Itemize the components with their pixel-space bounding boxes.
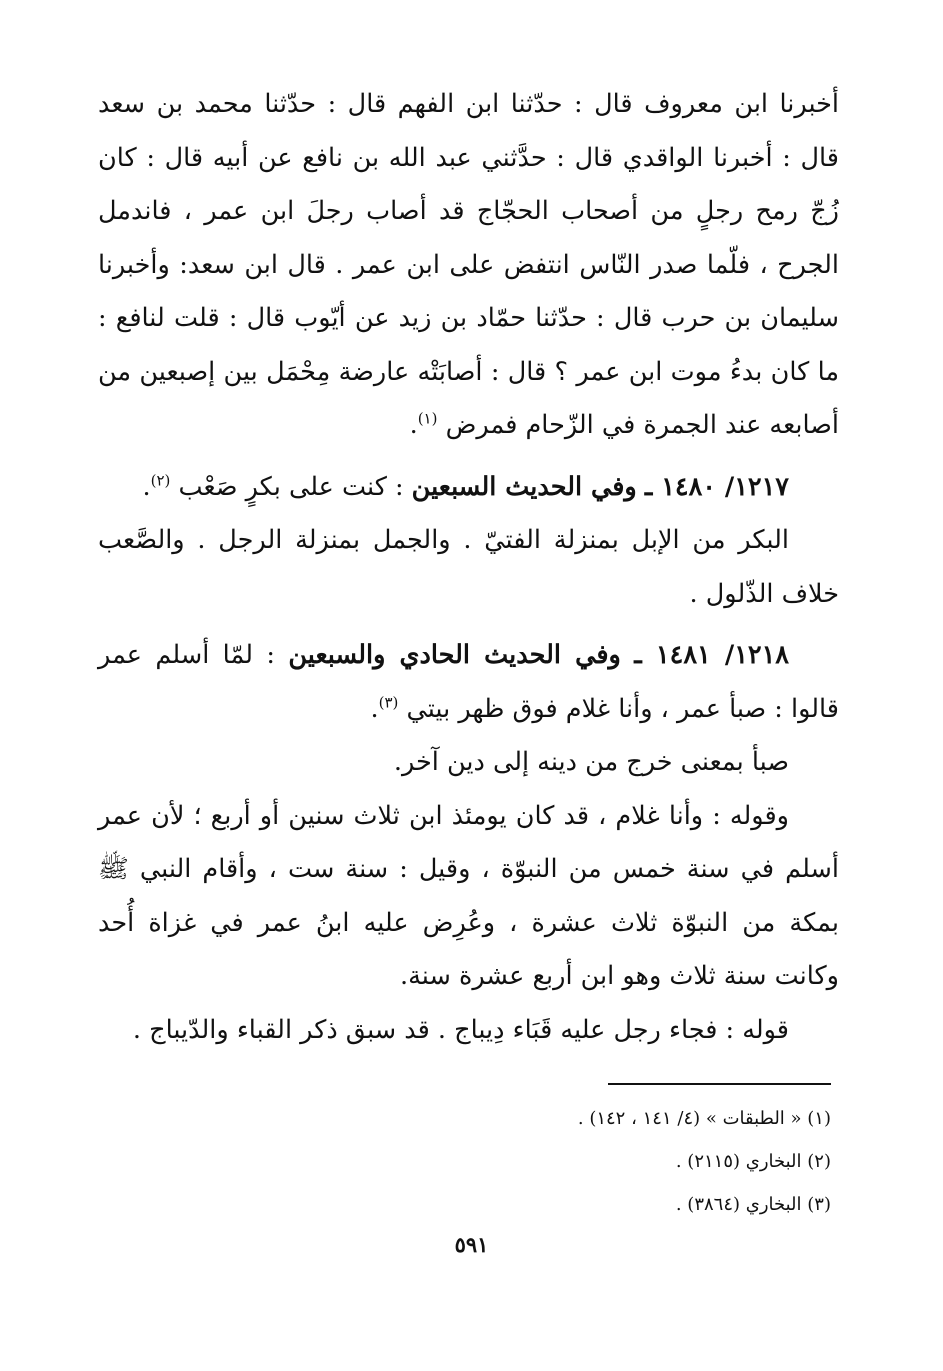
footnote-separator: [608, 1083, 831, 1085]
opening-text: أخبرنا ابن معروف قال : حدّثنا ابن الفهم قال : حدّثنا محمد بن سعد قال : أخبرنا الواقدي قال : حدَّثني عبد الله بن نافع عن أبيه قال : كان زُجّ رمح رجلٍ من أصحاب الحجّاج قد أصاب رجلَ ابن عمر ، فاندمل الجرح ، فلّما صدر النّاس انتفض على ابن عمر . قال ابن سعد: وأخبرنا سليمان بن حرب قال : حدّثنا حمّاد بن زيد عن أيّوب قال : قلت لنافع : ما كان بدءُ موت ابن عمر ؟ قال : أصابَتْه عارضة مِحْمَل بين إصبعين من أصابعه عند الجمرة في الزّحام فمرض: [98, 89, 839, 440]
entry-quote: : كنت على بكرٍ صَعْب: [178, 471, 404, 502]
entry-heading-line: [98, 629, 839, 736]
main-text: [98, 78, 839, 1057]
entry-quote-end: .: [142, 471, 151, 502]
entry-heading-line: [98, 461, 839, 515]
entry-number: ١٢١٨/ ١٤٨١ ـ: [634, 640, 789, 670]
entry-quote-end: .: [370, 693, 379, 724]
entry-heading: وفي الحديث الحادي والسبعين: [288, 640, 621, 670]
footnotes: [111, 1097, 831, 1226]
opening-end: .: [409, 410, 418, 440]
entry-1217: [98, 461, 839, 622]
entry-heading: وفي الحديث السبعين: [411, 471, 637, 502]
page-number: ٥٩١: [454, 1232, 489, 1257]
entry-number: ١٢١٧/ ١٤٨٠ ـ: [644, 471, 789, 502]
footnote-ref-3: (٣): [378, 693, 399, 711]
commentary-paragraph: البكر من الإبل بمنزلة الفتيّ . والجمل بمنزلة الرجل . والصَّعب خلاف الذّلول .: [98, 525, 839, 609]
commentary-paragraph: وقوله : وأنا غلام ، قد كان يومئذ ابن ثلاث سنين أو أربع ؛ لأن عمر أسلم في سنة خمس من النبوّة ، وقيل : سنة ست ، وأقام النبي ﷺ بمكة من النبوّة ثلاث عشرة ، وعُرِض عليه ابنُ عمر في غزاة أُحد وكانت سنة ثلاث وهو ابن أربع عشرة سنة.: [98, 800, 839, 991]
commentary-paragraph: صبأ بمعنى خرج من دينه إلى دين آخر.: [393, 747, 789, 777]
opening-paragraph: [98, 78, 839, 453]
footnote-ref-1: (١): [417, 409, 438, 428]
footnote-ref-2: (٢): [150, 471, 171, 489]
commentary-paragraph: قوله : فجاء رجل عليه قَبَاء دِيباج . قد سبق ذكر القباء والدّيباج .: [132, 1014, 789, 1045]
entry-1218: [98, 629, 839, 1057]
footnote-3: (٣) البخاري (٣٨٦٤) .: [675, 1194, 831, 1215]
footnote-1: (١) « الطبقات » (٤/ ١٤١ ، ١٤٢) .: [577, 1108, 831, 1129]
entry-quote: : لمّا أسلم عمر قالوا : صبأ عمر ، وأنا غلام فوق ظهر بيتي: [98, 640, 839, 724]
footnote-2: (٢) البخاري (٢١١٥) .: [675, 1151, 831, 1172]
